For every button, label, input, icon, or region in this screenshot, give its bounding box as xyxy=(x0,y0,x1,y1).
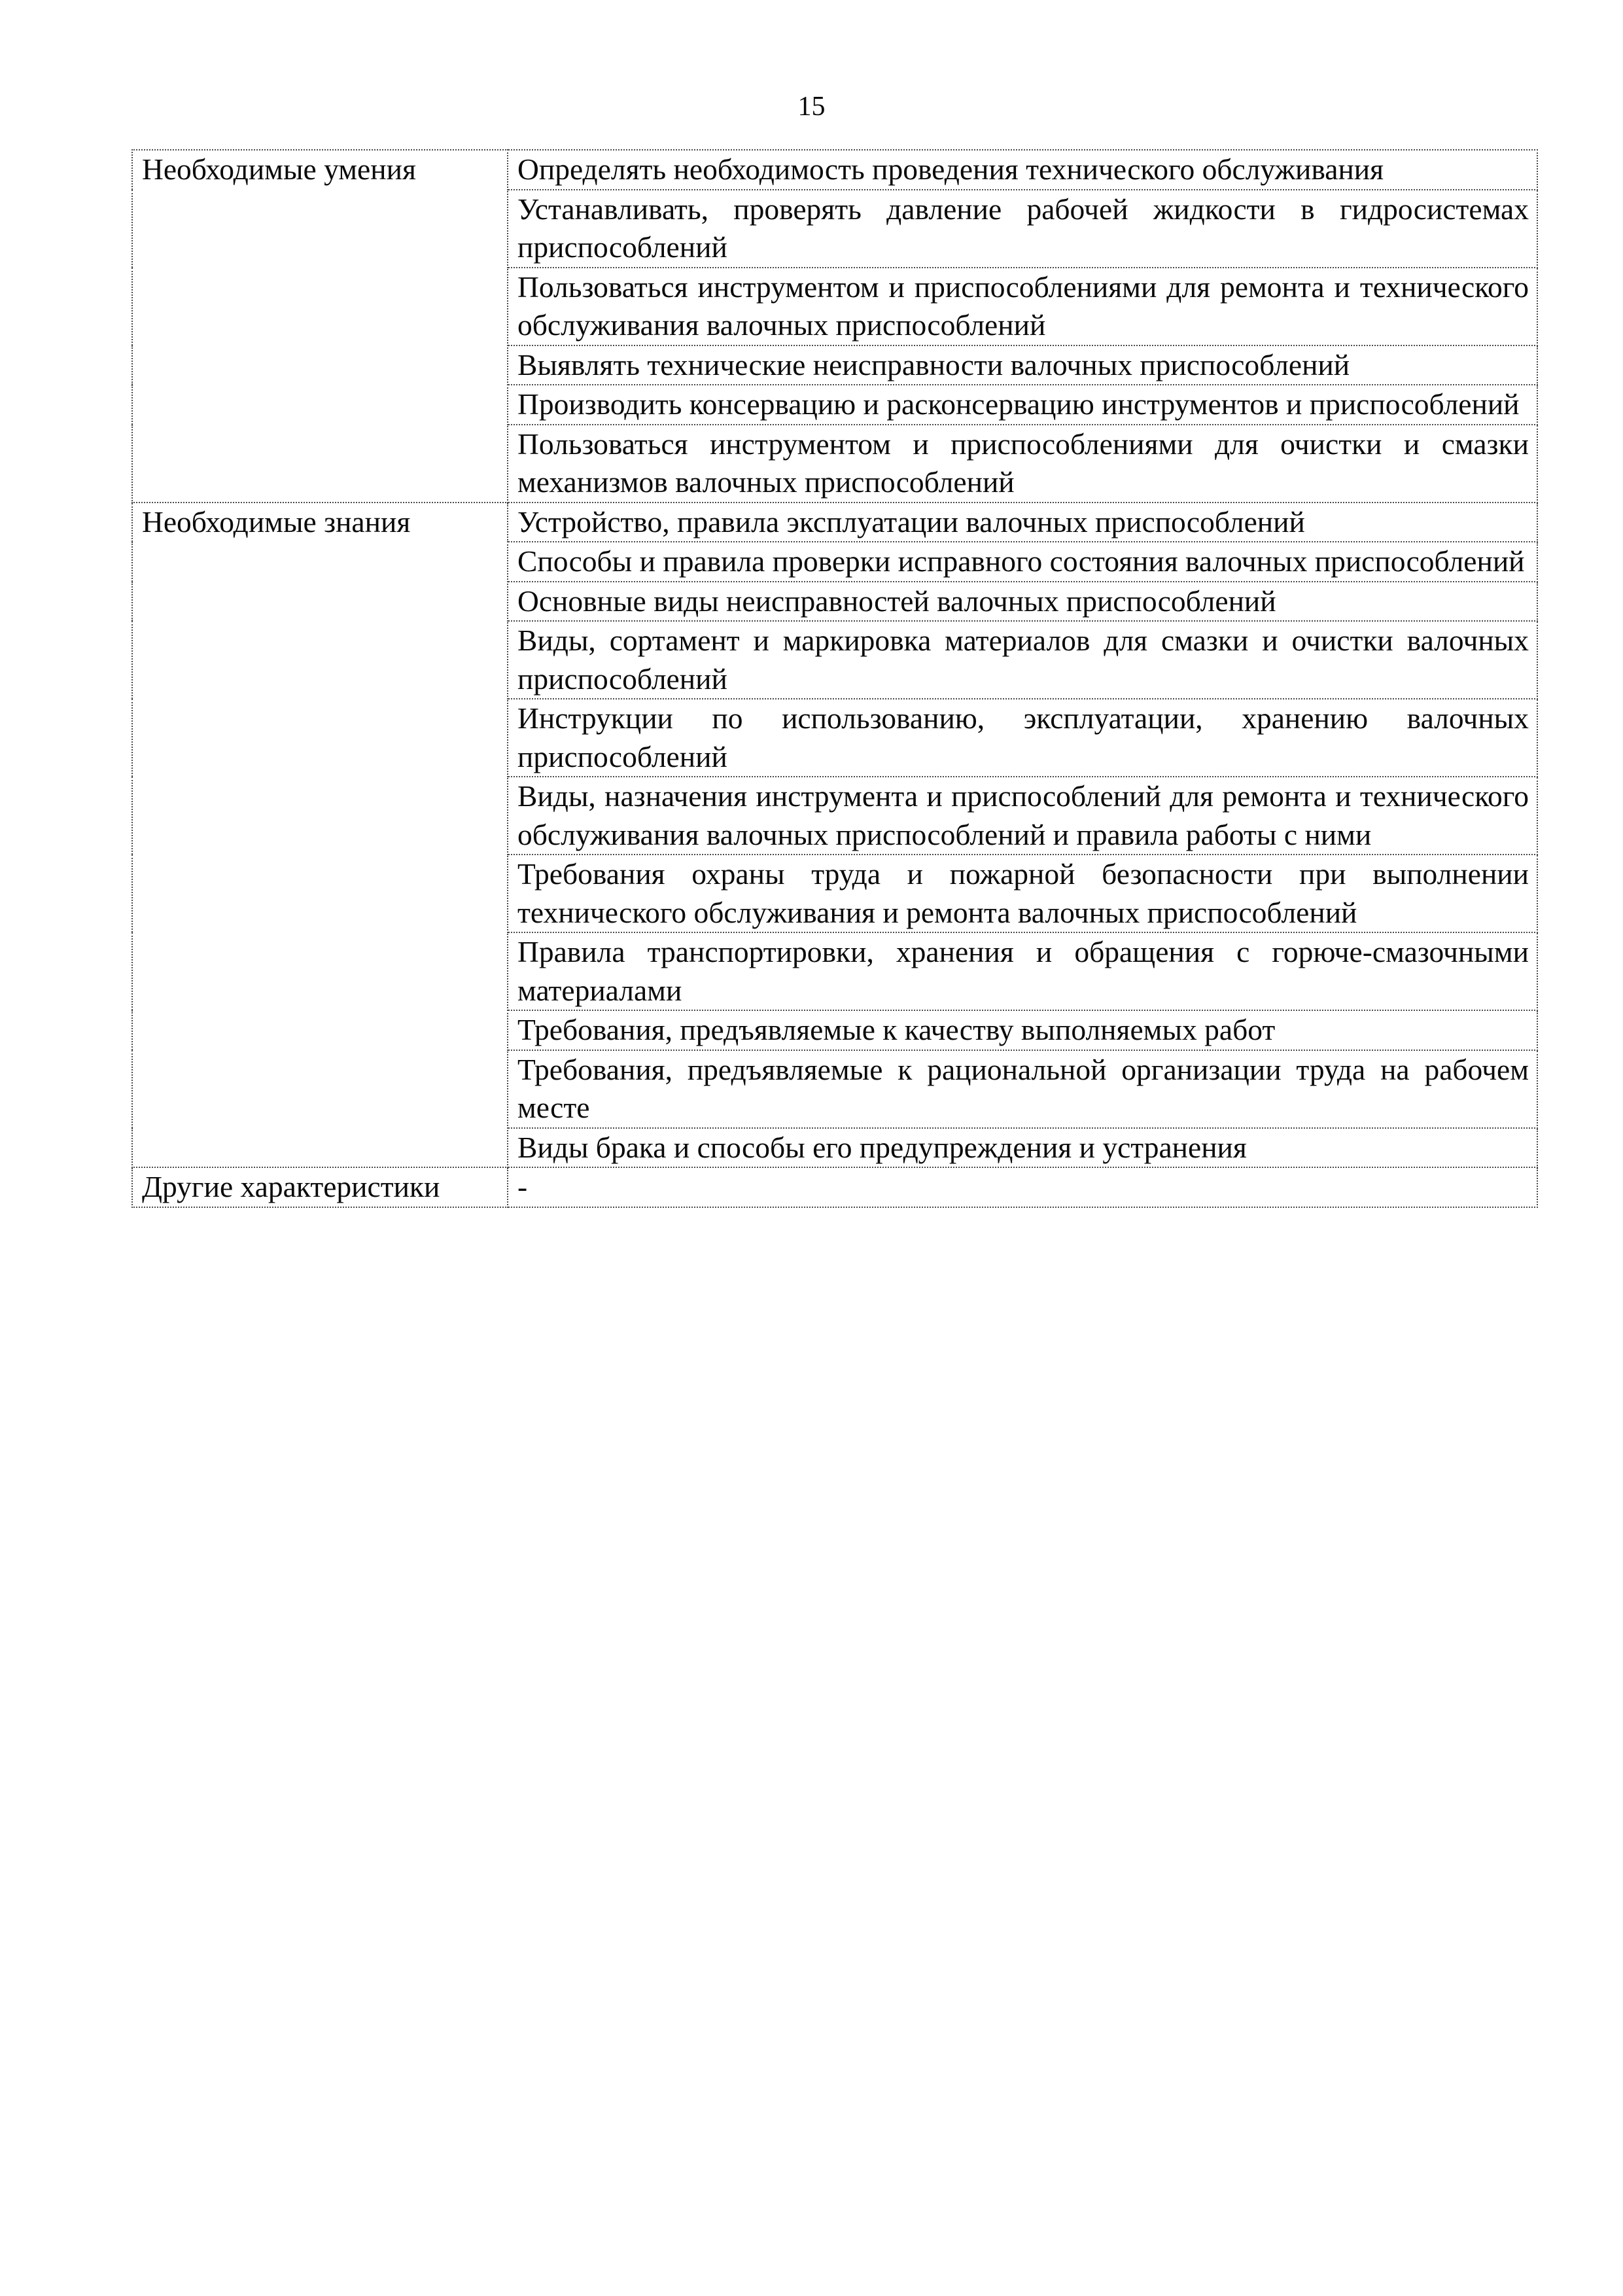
skill-item: Пользоваться инструментом и приспособлениями для очистки и смазки механизмов валочных приспособлений xyxy=(508,425,1537,503)
table-row xyxy=(132,150,1537,190)
section-label-other: Другие характеристики xyxy=(132,1167,508,1207)
knowledge-item: Способы и правила проверки исправного состояния валочных приспособлений xyxy=(508,542,1537,582)
knowledge-item: Требования охраны труда и пожарной безопасности при выполнении технического обслуживания и ремонта валочных приспособлений xyxy=(508,855,1537,932)
knowledge-item: Основные виды неисправностей валочных приспособлений xyxy=(508,582,1537,622)
knowledge-item: Требования, предъявляемые к рациональной организации труда на рабочем месте xyxy=(508,1050,1537,1128)
table-row xyxy=(132,1167,1537,1207)
section-label-skills: Необходимые умения xyxy=(132,150,508,503)
skill-item: Пользоваться инструментом и приспособлениями для ремонта и технического обслуживания валочных приспособлений xyxy=(508,268,1537,345)
page-number: 15 xyxy=(797,92,826,122)
table-row xyxy=(132,503,1537,542)
section-label-knowledge: Необходимые знания xyxy=(132,503,508,1168)
knowledge-item: Инструкции по использованию, эксплуатации, хранению валочных приспособлений xyxy=(508,699,1537,777)
skill-item: Определять необходимость проведения технического обслуживания xyxy=(508,150,1537,190)
skill-item: Выявлять технические неисправности валочных приспособлений xyxy=(508,345,1537,385)
knowledge-item: Виды брака и способы его предупреждения и устранения xyxy=(508,1128,1537,1168)
knowledge-item: Виды, сортамент и маркировка материалов для смазки и очистки валочных приспособлений xyxy=(508,621,1537,699)
knowledge-item: Требования, предъявляемые к качеству выполняемых работ xyxy=(508,1010,1537,1050)
requirements-table-body xyxy=(132,150,1537,1207)
skill-item: Производить консервацию и расконсервацию инструментов и приспособлений xyxy=(508,385,1537,425)
knowledge-item: Устройство, правила эксплуатации валочных приспособлений xyxy=(508,503,1537,542)
knowledge-item: Правила транспортировки, хранения и обращения с горюче-смазочными материалами xyxy=(508,932,1537,1010)
other-item: - xyxy=(508,1167,1537,1207)
skill-item: Устанавливать, проверять давление рабочей жидкости в гидросистемах приспособлений xyxy=(508,190,1537,268)
knowledge-item: Виды, назначения инструмента и приспособлений для ремонта и технического обслуживания валочных приспособлений и правила работы с ними xyxy=(508,777,1537,855)
requirements-table xyxy=(131,149,1538,1208)
